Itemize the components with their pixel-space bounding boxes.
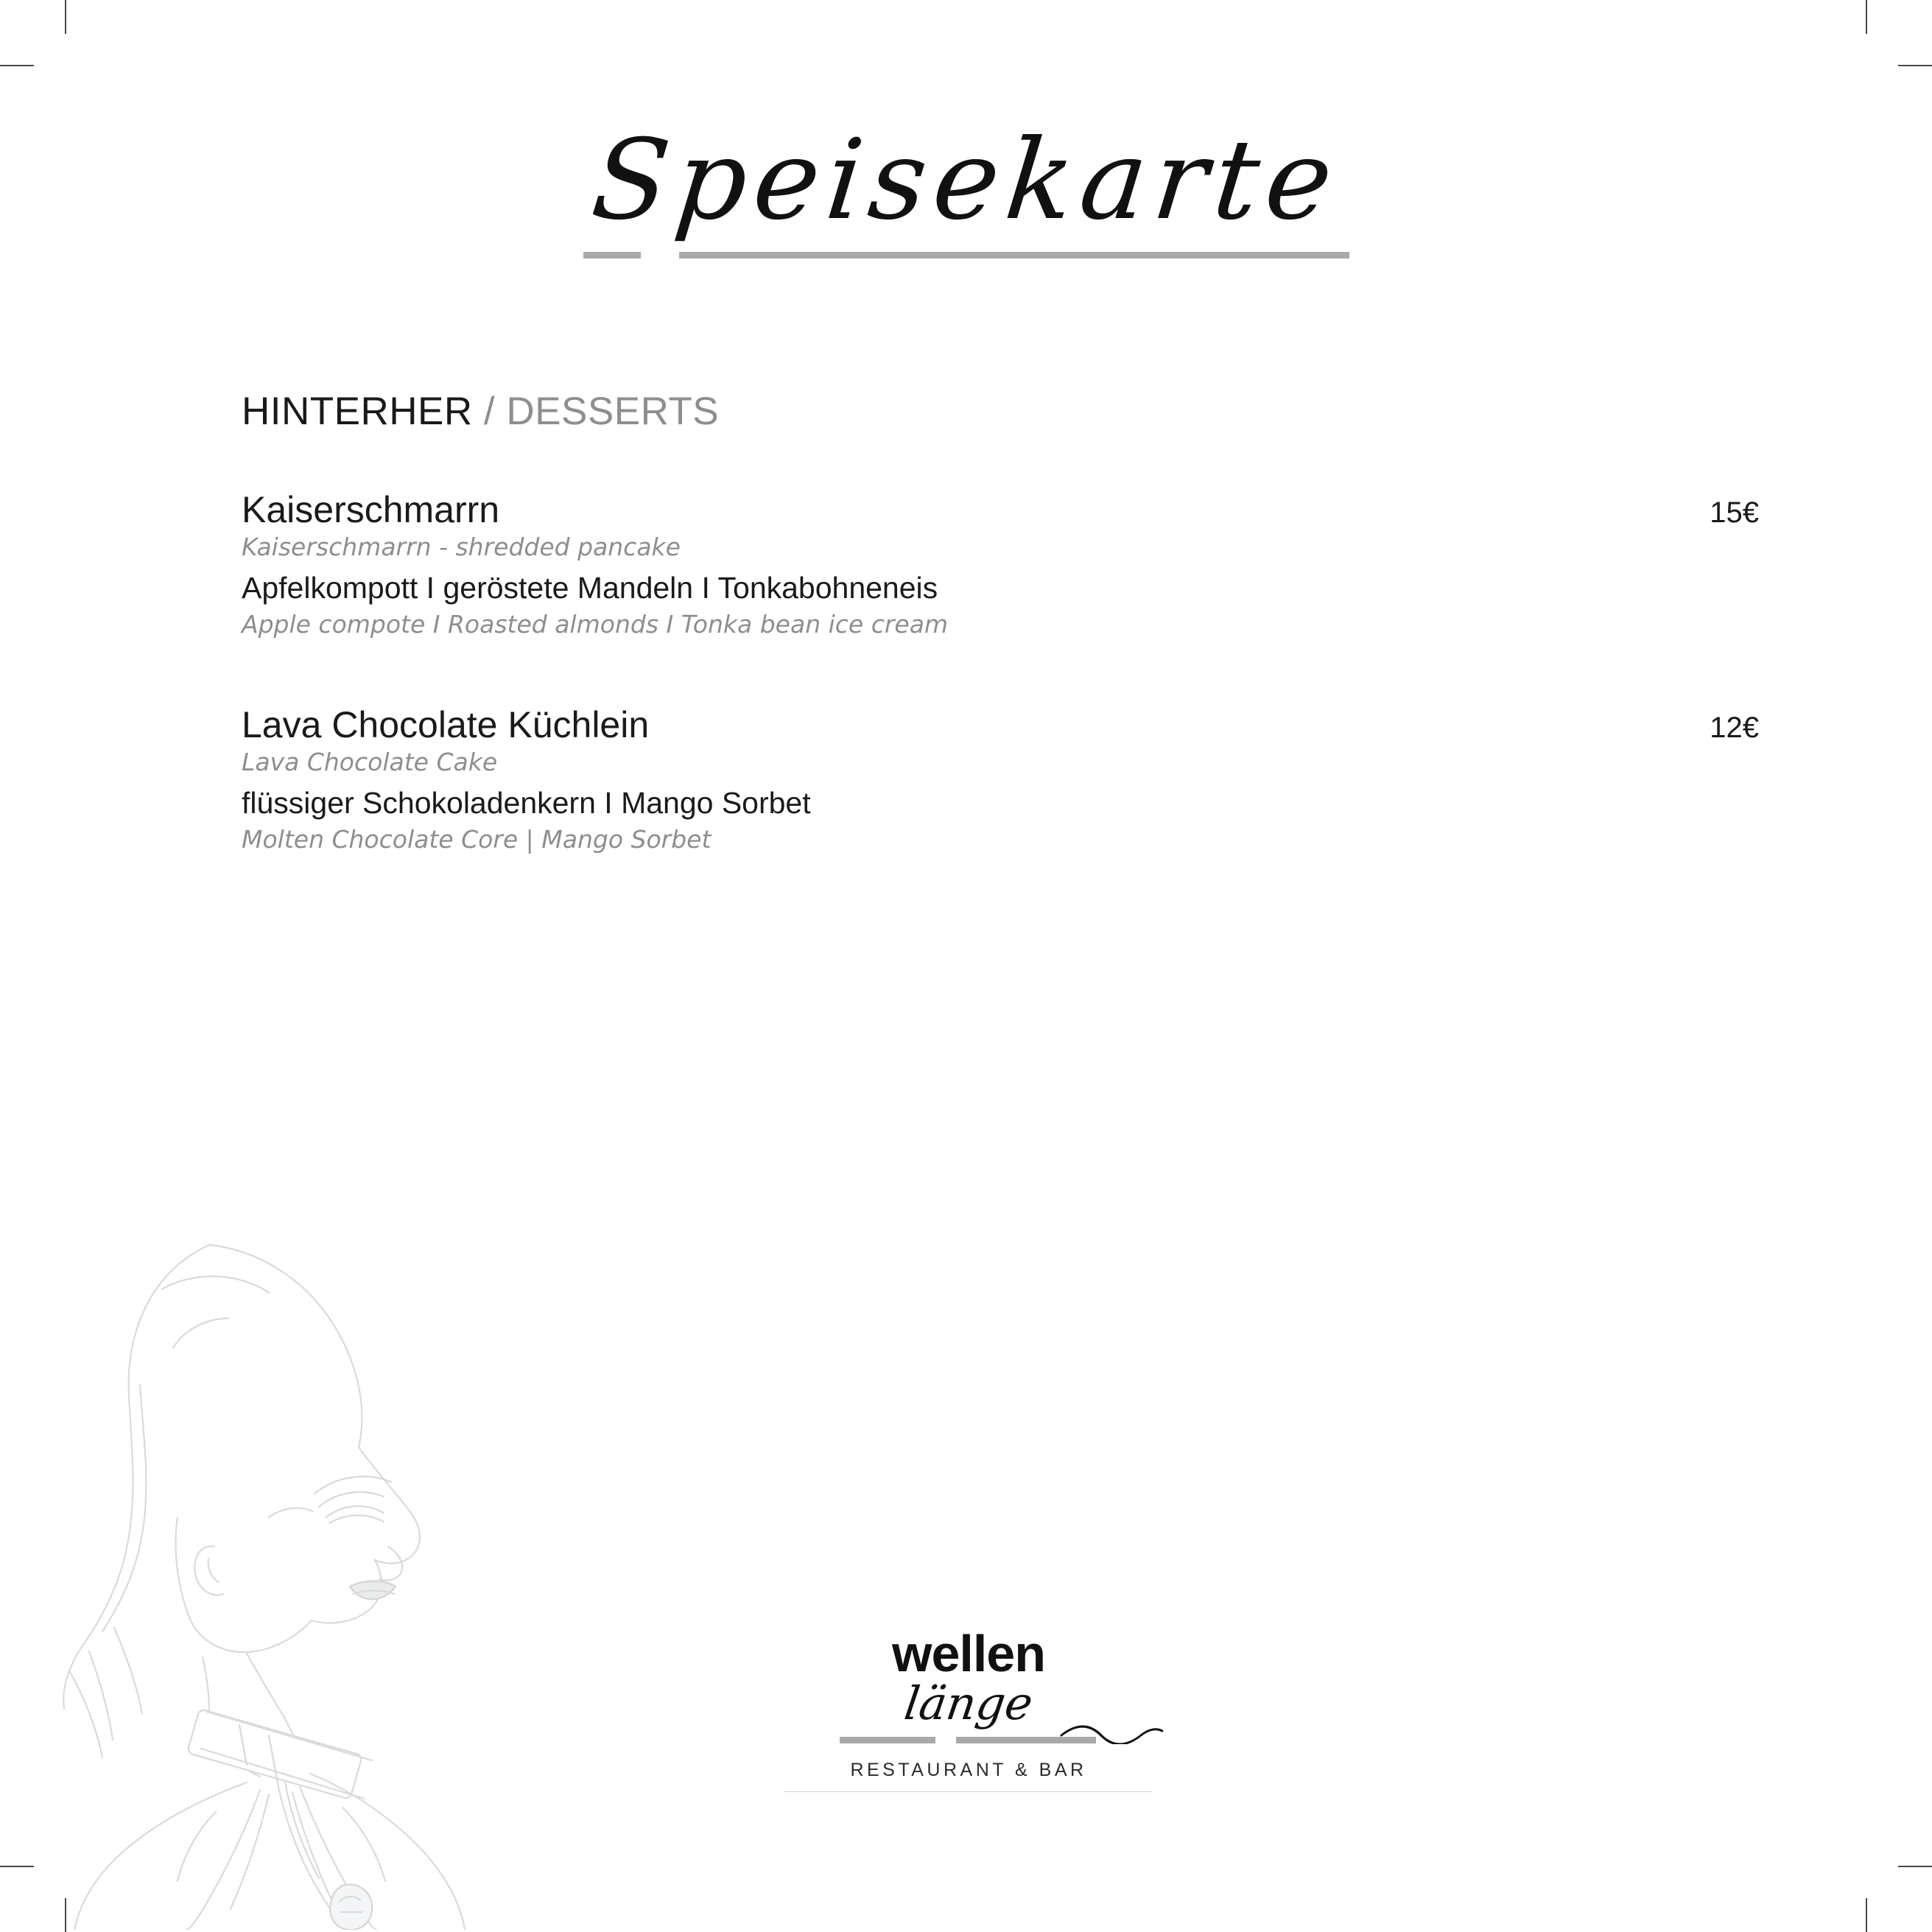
section-heading xyxy=(242,389,719,434)
crop-mark-bottom-left-horizontal xyxy=(0,1866,34,1867)
crop-mark-top-left-horizontal xyxy=(0,65,34,66)
page-header xyxy=(0,116,1932,259)
crop-mark-bottom-right-vertical xyxy=(1866,1898,1867,1932)
menu-item xyxy=(242,705,1759,854)
section-heading-de: HINTERHER xyxy=(242,390,473,433)
logo-subtitle: RESTAURANT & BAR xyxy=(850,1760,1087,1780)
section-heading-separator: / xyxy=(483,390,496,433)
title-divider xyxy=(583,252,1349,259)
logo-script-wordmark xyxy=(781,1676,1156,1730)
menu-item-name-translation: Kaiserschmarrn - shredded pancake xyxy=(242,533,681,561)
menu-item-description-translation: Apple compote I Roasted almonds I Tonka bean ice cream xyxy=(242,609,949,639)
page-title: Speisekarte xyxy=(586,116,1346,245)
menu-item-header xyxy=(242,490,1759,530)
restaurant-logo xyxy=(784,1625,1153,1792)
logo-divider xyxy=(810,1737,1127,1743)
menu-item xyxy=(242,490,1759,639)
menu-item-list xyxy=(242,490,1759,921)
crop-mark-bottom-left-vertical xyxy=(65,1898,66,1932)
menu-item-description: Apfelkompott I geröstete Mandeln I Tonkabohneneis xyxy=(242,570,938,605)
logo-script-text: länge xyxy=(901,1676,1036,1730)
title-divider-segment-left xyxy=(583,252,641,259)
menu-item-name: Kaiserschmarrn xyxy=(242,489,500,530)
woman-portrait-illustration xyxy=(26,1201,659,1930)
menu-item-price: 12€ xyxy=(1710,712,1759,745)
logo-divider-segment-right xyxy=(956,1737,1096,1743)
crop-mark-top-left-vertical xyxy=(65,0,66,34)
section-heading-en: DESSERTS xyxy=(506,390,720,433)
menu-item-description-translation: Molten Chocolate Core | Mango Sorbet xyxy=(242,825,712,854)
crop-mark-top-right-vertical xyxy=(1866,0,1867,34)
logo-wordmark: wellen xyxy=(892,1625,1045,1682)
logo-divider-segment-left xyxy=(840,1737,935,1743)
logo-underline xyxy=(784,1791,1153,1792)
title-divider-segment-right xyxy=(679,252,1349,259)
crop-mark-bottom-right-horizontal xyxy=(1898,1866,1932,1867)
menu-item-name-translation: Lava Chocolate Cake xyxy=(242,748,498,777)
menu-item-description: flüssiger Schokoladenkern I Mango Sorbet xyxy=(242,785,811,820)
menu-item-name: Lava Chocolate Küchlein xyxy=(242,704,650,746)
crop-mark-top-right-horizontal xyxy=(1898,65,1932,66)
menu-item-price: 15€ xyxy=(1710,496,1759,529)
menu-item-header xyxy=(242,705,1759,745)
wave-icon xyxy=(1058,1706,1167,1752)
